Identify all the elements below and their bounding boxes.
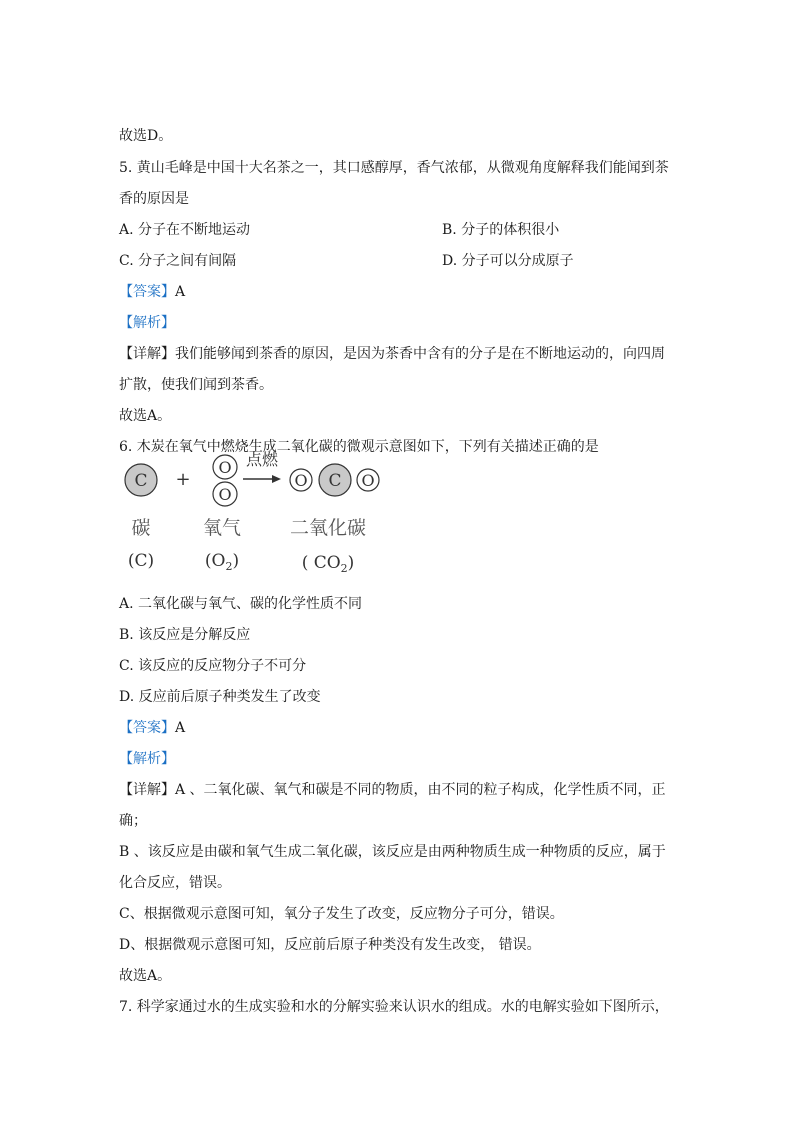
question-6-detail-b: B 、该反应是由碳和氧气生成二氧化碳，该反应是由两种物质生成一种物质的反应，属于 — [119, 844, 666, 860]
answer-tag: 【答案】 — [119, 720, 175, 736]
question-6-detail-cont: 确； — [119, 813, 147, 829]
question-5-stem: 5. 黄山毛峰是中国十大名茶之一，其口感醇厚，香气浓郁，从微观角度解释我们能闻到茶 — [119, 160, 669, 176]
question-6-option-c: C. 该反应的反应物分子不可分 — [119, 658, 307, 674]
question-6-detail-d: D、根据微观示意图可知，反应前后原子种类没有发生改变， 错误。 — [119, 937, 541, 953]
answer-value: A — [175, 284, 186, 300]
co2-formula: ( $CO_2$) — [301, 553, 355, 575]
detail-text: 我们能够闻到茶香的原因，是因为茶香中含有的分子是在不断地运动的，向四周 — [175, 346, 665, 362]
question-5-stem-cont: 香的原因是 — [119, 191, 189, 207]
question-5-answer — [119, 282, 185, 302]
question-5-analysis-tag: 【解析】 — [119, 315, 175, 331]
question-5-detail — [119, 344, 665, 364]
question-5-option-d: D. 分子可以分成原子 — [442, 253, 574, 269]
question-5-option-b: B. 分子的体积很小 — [442, 222, 560, 238]
question-6-option-d: D. 反应前后原子种类发生了改变 — [119, 689, 321, 705]
reaction-condition-label: 点燃 — [245, 450, 279, 469]
text-line: 故选D。 — [119, 128, 173, 144]
carbon-formula: (C) — [127, 551, 155, 571]
detail-tag: 【详解】 — [119, 782, 175, 798]
oxygen-atom-label: O — [218, 485, 232, 504]
detail-text: A 、二氧化碳、氧气和碳是不同的物质，由不同的粒子构成，化学性质不同，正 — [175, 782, 666, 798]
oxygen-atom-label: O — [294, 471, 308, 490]
answer-tag: 【答案】 — [119, 284, 175, 300]
question-6-analysis-tag: 【解析】 — [119, 751, 175, 767]
oxygen-name: 氧气 — [202, 517, 242, 539]
co2-name: 二氧化碳 — [289, 517, 367, 539]
question-6-option-a: A. 二氧化碳与氧气、碳的化学性质不同 — [119, 596, 363, 612]
question-7-stem: 7. 科学家通过水的生成实验和水的分解实验来认识水的组成。水的电解实验如下图所示， — [119, 999, 669, 1015]
question-6-detail — [119, 780, 666, 800]
question-6-detail-b-cont: 化合反应，错误。 — [119, 875, 231, 891]
question-6-option-b: B. 该反应是分解反应 — [119, 627, 251, 643]
reaction-diagram — [110, 450, 400, 580]
question-5-option-a: A. 分子在不断地运动 — [119, 222, 251, 238]
carbon-atom-label: C — [328, 471, 342, 491]
question-5-option-c: C. 分子之间有间隔 — [119, 253, 237, 269]
plus-sign: + — [175, 469, 191, 490]
question-6-final: 故选A。 — [119, 968, 172, 984]
reaction-arrow-head — [272, 475, 281, 483]
answer-value: A — [175, 720, 186, 736]
question-6-detail-c: C、根据微观示意图可知，氧分子发生了改变，反应物分子可分，错误。 — [119, 906, 564, 922]
question-5-detail-cont: 扩散，使我们闻到茶香。 — [119, 377, 273, 393]
question-5-final: 故选A。 — [119, 408, 172, 424]
oxygen-atom-label: O — [361, 471, 375, 490]
oxygen-formula: $(O_2)$ — [204, 551, 240, 573]
oxygen-atom-label: O — [218, 458, 232, 477]
question-6-stem: 6. 木炭在氧气中燃烧生成二氧化碳的微观示意图如下，下列有关描述正确的是 — [119, 439, 599, 455]
detail-tag: 【详解】 — [119, 346, 175, 362]
carbon-name: 碳 — [131, 517, 151, 539]
question-6-answer — [119, 718, 185, 738]
carbon-atom-label: C — [134, 471, 148, 491]
